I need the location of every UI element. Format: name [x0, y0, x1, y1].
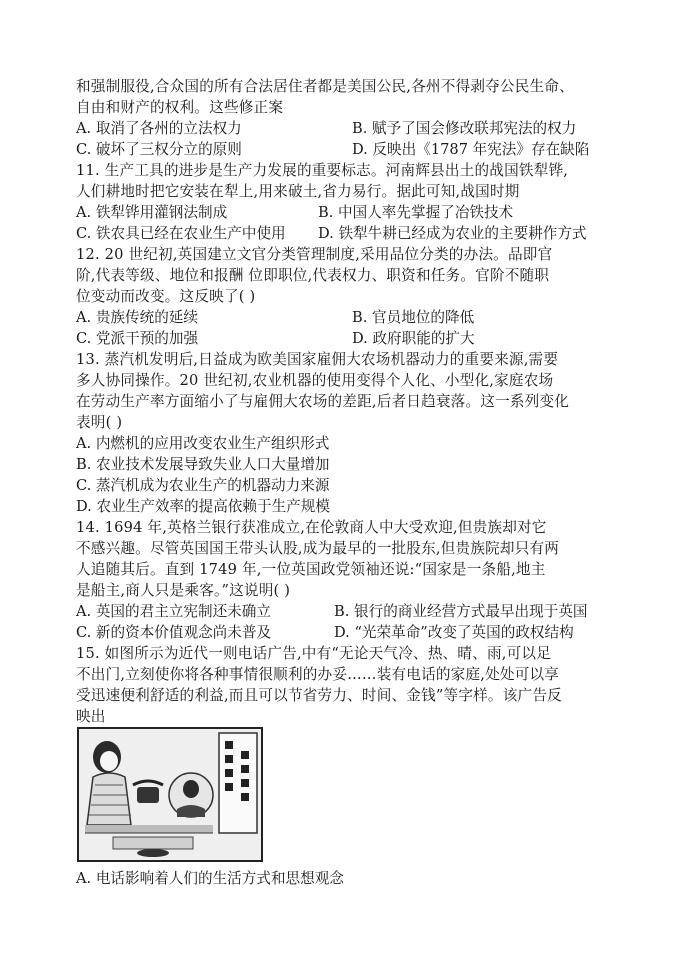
q13-option-a: A. 内燃机的应用改变农业生产组织形式 — [76, 435, 330, 452]
q10-option-c: C. 破坏了三权分立的原则 — [76, 141, 242, 158]
q14-option-c: C. 新的资本价值观念尚未普及 — [76, 624, 272, 641]
q12-option-a: A. 贵族传统的延续 — [76, 309, 198, 326]
q13-stem-line-1: 13. 蒸汽机发明后,日益成为欧美国家雇佣大农场机器动力的重要来源,需要 — [76, 351, 559, 368]
q12-option-b: B. 官员地位的降低 — [352, 309, 475, 326]
q10-option-d: D. 反映出《1787 年宪法》存在缺陷 — [352, 141, 590, 158]
q11-option-d: D. 铁犁牛耕已经成为农业的主要耕作方式 — [318, 225, 587, 242]
q15-stem-line-2: 不出门,立刻使你将各种事情很顺利的办妥……装有电话的家庭,处处可以享 — [76, 666, 560, 683]
q12-stem-line-2: 阶,代表等级、地位和报酬 位即职位,代表权力、职资和任务。官阶不随职 — [76, 267, 550, 284]
q12-option-c: C. 党派干预的加强 — [76, 330, 199, 347]
q13-stem-line-2: 多人协同操作。20 世纪初,农业机器的使用变得个人化、小型化,家庭农场 — [76, 372, 554, 389]
q14-option-d: D. “光荣革命”改变了英国的政权结构 — [334, 624, 574, 641]
q15-stem-line-3: 受迅速便利舒适的利益,而且可以节省劳力、时间、金钱”等字样。该广告反 — [76, 687, 562, 704]
telephone-advertisement-image — [77, 727, 263, 862]
q10-stem-line-2: 自由和财产的权利。这些修正案 — [76, 99, 284, 116]
q15-option-a: A. 电话影响着人们的生活方式和思想观念 — [76, 870, 344, 887]
q15-stem-line-4: 映出 — [76, 708, 106, 725]
q14-stem-line-1: 14. 1694 年,英格兰银行获准成立,在伦敦商人中大受欢迎,但贵族却对它 — [76, 519, 547, 536]
q12-stem-line-3: 位变动而改变。这反映了( ) — [76, 288, 256, 305]
q10-option-b: B. 赋予了国会修改联邦宪法的权力 — [352, 120, 577, 137]
q13-stem-line-3: 在劳动生产率方面缩小了与雇佣大农场的差距,后者日趋衰落。这一系列变化 — [76, 393, 570, 410]
q14-stem-line-2: 不感兴趣。尽管英国国王带头认股,成为最早的一批股东,但贵族院却只有两 — [76, 540, 560, 557]
q14-option-a: A. 英国的君主立宪制还未确立 — [76, 603, 271, 620]
advertisement-illustration — [79, 729, 261, 860]
q14-stem-line-4: 是船主,商人只是乘客。”这说明( ) — [76, 582, 291, 599]
q14-option-b: B. 银行的商业经营方式最早出现于英国 — [334, 603, 588, 620]
q11-option-a: A. 铁犁铧用灌钢法制成 — [76, 204, 228, 221]
q10-stem-line-1: 和强制服役,合众国的所有合法居住者都是美国公民,各州不得剥夺公民生命、 — [76, 78, 574, 95]
q11-option-b: B. 中国人率先掌握了冶铁技术 — [318, 204, 514, 221]
q11-option-c: C. 铁农具已经在农业生产中使用 — [76, 225, 286, 242]
q13-option-c: C. 蒸汽机成为农业生产的机器动力来源 — [76, 477, 330, 494]
q13-option-b: B. 农业技术发展导致失业人口大量增加 — [76, 456, 330, 473]
q14-stem-line-3: 人追随其后。直到 1749 年,一位英国政党领袖还说:“国家是一条船,地主 — [76, 561, 546, 578]
q15-stem-line-1: 15. 如图所示为近代一则电话广告,中有“无论天气冷、热、晴、雨,可以足 — [76, 645, 552, 662]
q10-option-a: A. 取消了各州的立法权力 — [76, 120, 242, 137]
q13-stem-line-4: 表明( ) — [76, 414, 123, 431]
q12-option-d: D. 政府职能的扩大 — [352, 330, 475, 347]
q13-option-d: D. 农业生产效率的提高依赖于生产规模 — [76, 498, 330, 515]
q11-stem-line-1: 11. 生产工具的进步是生产力发展的重要标志。河南辉县出土的战国铁犁铧, — [76, 162, 569, 179]
q12-stem-line-1: 12. 20 世纪初,英国建立文官分类管理制度,采用品位分类的办法。品即官 — [76, 246, 553, 263]
q11-stem-line-2: 人们耕地时把它安装在犁上,用来破土,省力易行。据此可知,战国时期 — [76, 183, 520, 200]
